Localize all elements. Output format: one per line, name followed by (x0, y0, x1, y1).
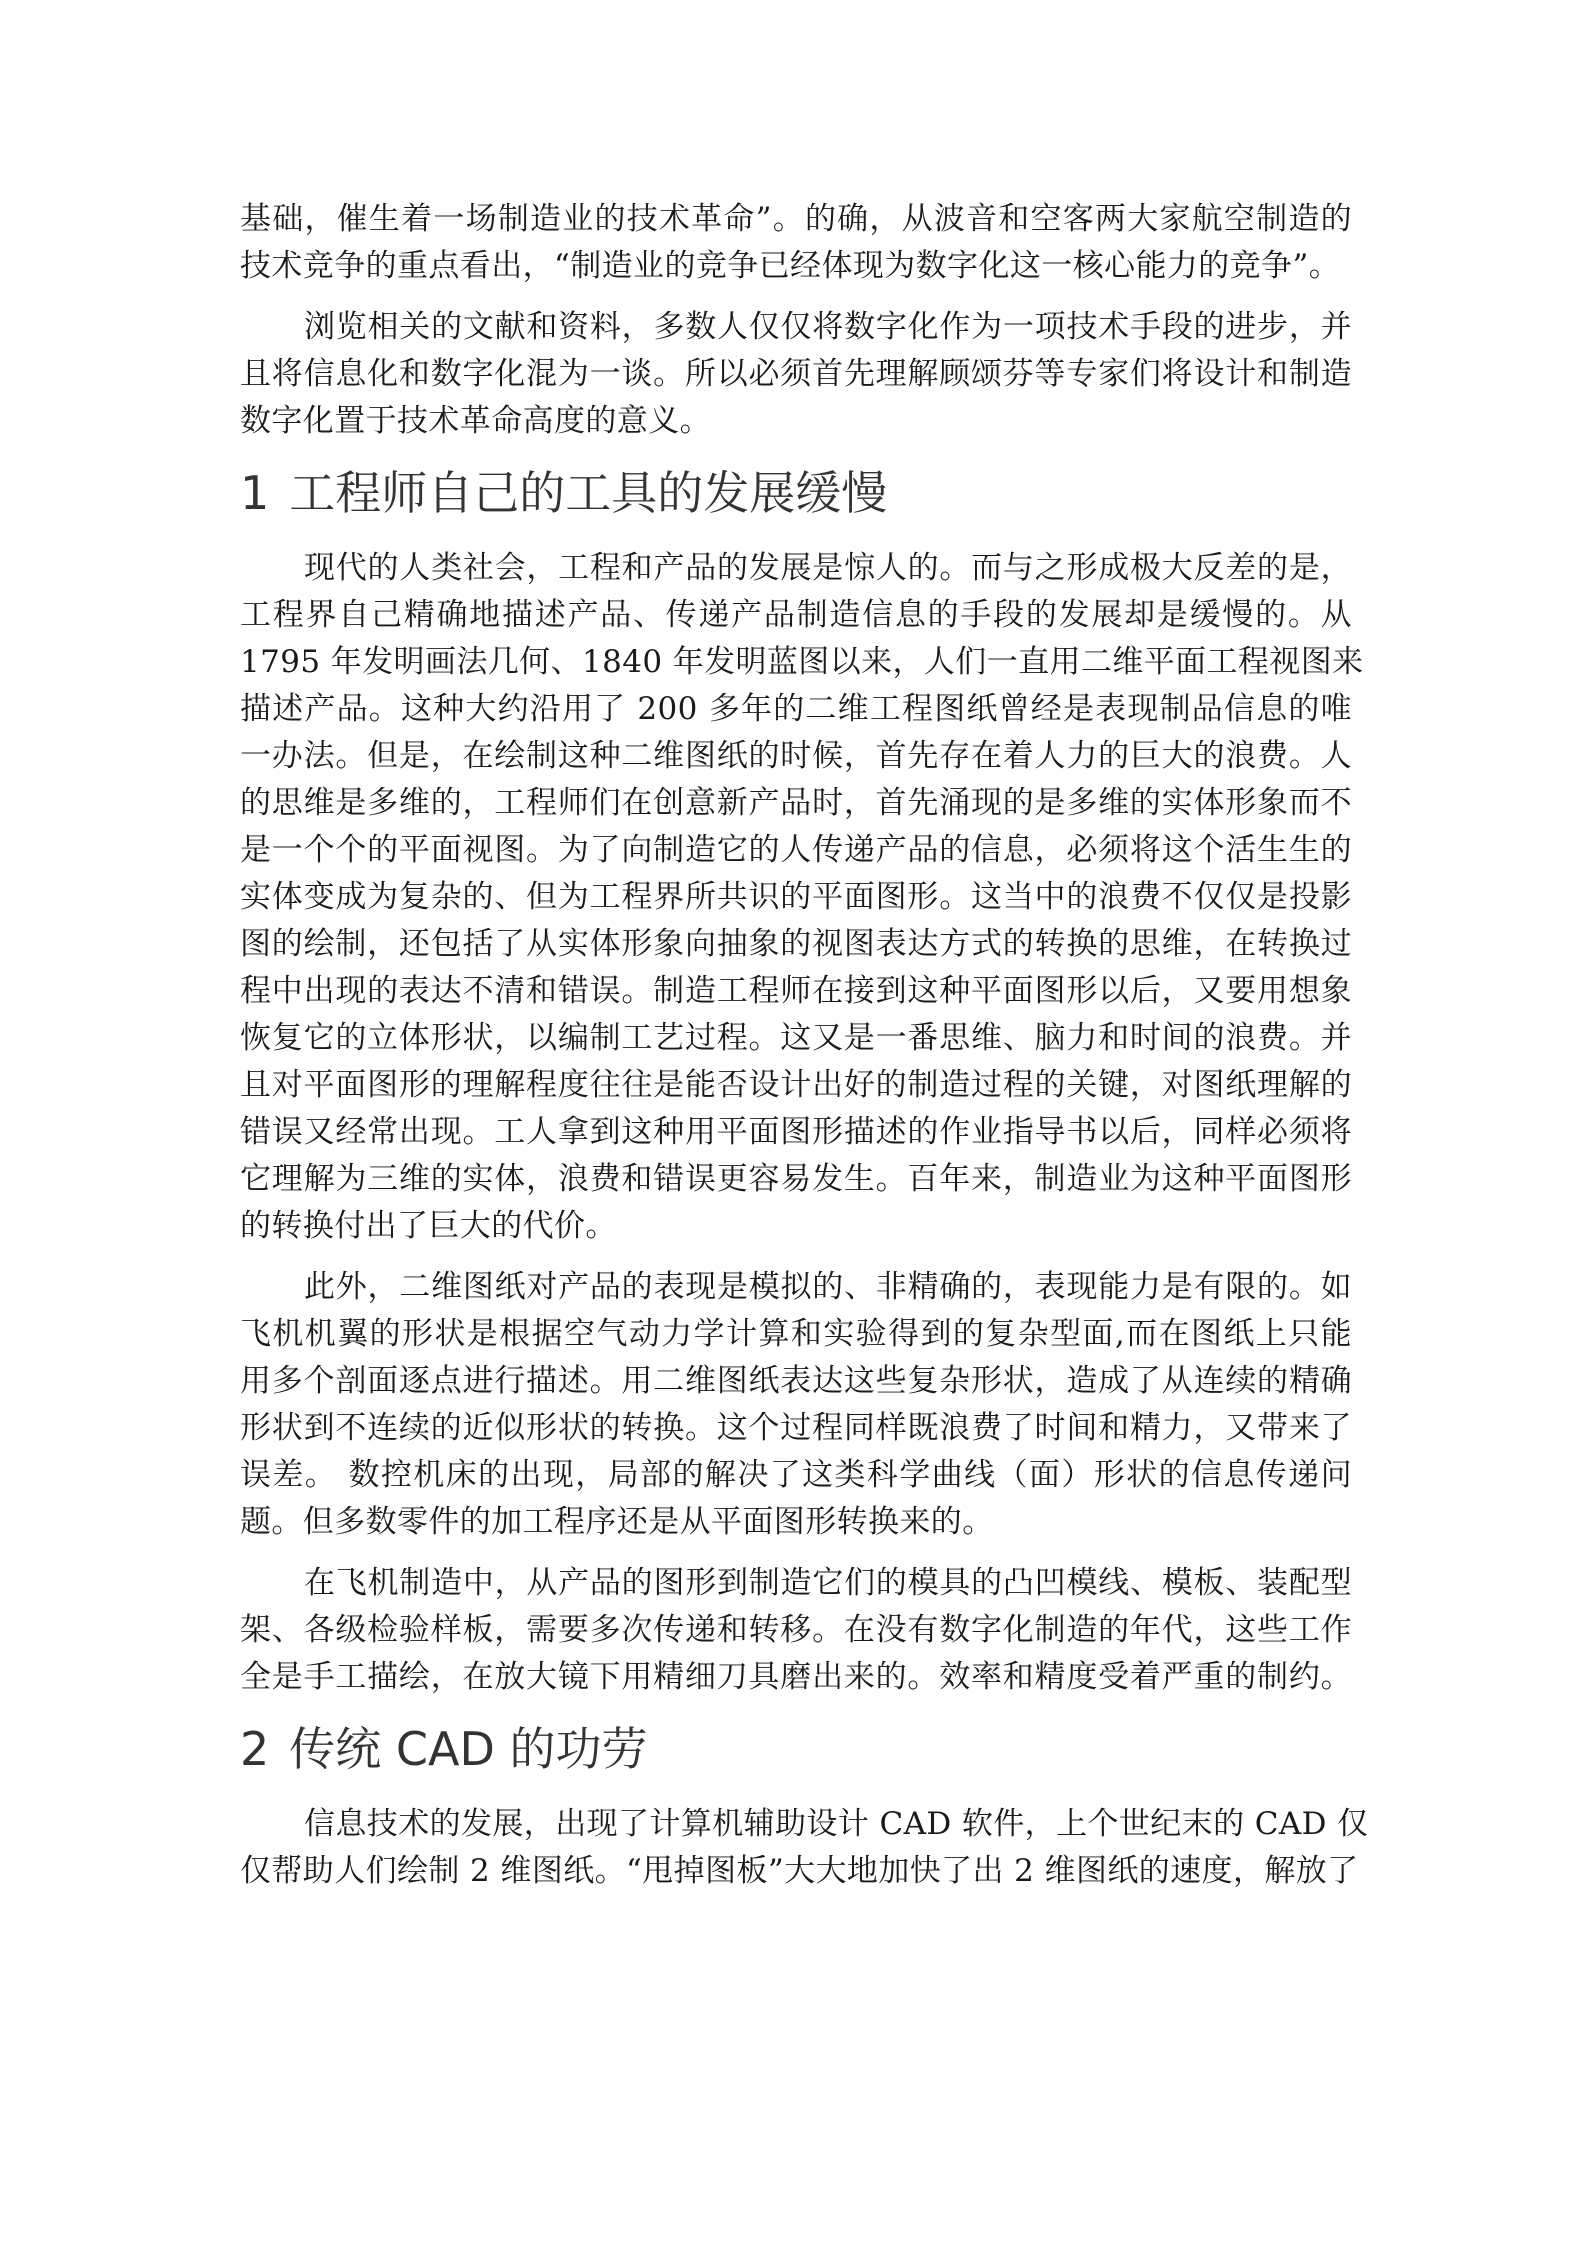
text-line: 在飞机制造中，从产品的图形到制造它们的模具的凸凹模线、模板、装配型 (304, 1565, 1352, 1601)
text-line: 形状到不连续的近似形状的转换。这个过程同样既浪费了时间和精力，又带来了 (240, 1410, 1352, 1446)
text-line: 的思维是多维的，工程师们在创意新产品时，首先涌现的是多维的实体形象而不 (240, 785, 1352, 821)
text-line: 是一个个的平面视图。为了向制造它的人传递产品的信息，必须将这个活生生的 (240, 832, 1352, 868)
text-line: 图的绘制，还包括了从实体形象向抽象的视图表达方式的转换的思维，在转换过 (240, 926, 1352, 962)
paragraph-digitalization-meaning (240, 304, 1352, 445)
text-line: 数字化置于技术革命高度的意义。 (240, 403, 711, 439)
text-line: 错误又经常出现。工人拿到这种用平面图形描述的作业指导书以后，同样必须将 (240, 1114, 1352, 1150)
text-line: 题。但多数零件的加工程序还是从平面图形转换来的。 (240, 1504, 994, 1540)
paragraph-intro-continuation (240, 196, 1352, 290)
text-line: 且将信息化和数字化混为一谈。所以必须首先理解顾颂芬等专家们将设计和制造 (240, 356, 1352, 392)
text-line: 它理解为三维的实体，浪费和错误更容易发生。百年来，制造业为这种平面图形 (240, 1161, 1352, 1197)
section-title: 工程师自己的工具的发展缓慢 (289, 466, 888, 520)
text-line: 浏览相关的文献和资料，多数人仅仅将数字化作为一项技术手段的进步，并 (304, 309, 1352, 345)
text-line: 仅帮助人们绘制 2 维图纸。“甩掉图板”大大地加快了出 2 维图纸的速度，解放了 (240, 1853, 1359, 1889)
section-number: 2 (240, 1722, 270, 1776)
section-number: 1 (240, 466, 270, 520)
text-line: 恢复它的立体形状，以编制工艺过程。这又是一番思维、脑力和时间的浪费。并 (240, 1020, 1352, 1056)
paragraph-slow-tool-development (240, 545, 1364, 1250)
paragraph-traditional-cad (240, 1801, 1369, 1895)
paragraph-2d-drawing-limits (240, 1264, 1352, 1546)
section-heading-2 (240, 1719, 1352, 1779)
text-line: 全是手工描绘，在放大镜下用精细刀具磨出来的。效率和精度受着严重的制约。 (240, 1659, 1352, 1695)
text-line: 飞机机翼的形状是根据空气动力学计算和实验得到的复杂型面,而在图纸上只能 (240, 1316, 1352, 1352)
text-line: 一办法。但是，在绘制这种二维图纸的时候，首先存在着人力的巨大的浪费。人 (240, 738, 1352, 774)
document-page (240, 196, 1369, 1909)
text-line: 程中出现的表达不清和错误。制造工程师在接到这种平面图形以后，又要用想象 (240, 973, 1352, 1009)
paragraph-aircraft-manufacturing (240, 1560, 1352, 1701)
text-line: 工程界自己精确地描述产品、传递产品制造信息的手段的发展却是缓慢的。从 (240, 597, 1352, 633)
text-line: 现代的人类社会，工程和产品的发展是惊人的。而与之形成极大反差的是， (304, 550, 1352, 586)
text-line: 且对平面图形的理解程度往往是能否设计出好的制造过程的关键，对图纸理解的 (240, 1067, 1352, 1103)
text-line: 此外，二维图纸对产品的表现是模拟的、非精确的，表现能力是有限的。如 (304, 1269, 1352, 1305)
text-line: 描述产品。这种大约沿用了 200 多年的二维工程图纸曾经是表现制品信息的唯 (240, 691, 1352, 727)
text-line: 架、各级检验样板，需要多次传递和转移。在没有数字化制造的年代，这些工作 (240, 1612, 1352, 1648)
text-line: 用多个剖面逐点进行描述。用二维图纸表达这些复杂形状，造成了从连续的精确 (240, 1363, 1352, 1399)
text-line: 误差。 数控机床的出现，局部的解决了这类科学曲线（面）形状的信息传递问 (240, 1457, 1352, 1493)
text-line: 实体变成为复杂的、但为工程界所共识的平面图形。这当中的浪费不仅仅是投影 (240, 879, 1352, 915)
text-line: 基础，催生着一场制造业的技术革命”。的确，从波音和空客两大家航空制造的 (240, 201, 1352, 237)
text-line: 信息技术的发展，出现了计算机辅助设计 CAD 软件，上个世纪末的 CAD 仅 (304, 1806, 1369, 1842)
section-title: 传统 CAD 的功劳 (289, 1722, 648, 1776)
text-line: 的转换付出了巨大的代价。 (240, 1208, 617, 1244)
section-heading-1 (240, 463, 1352, 523)
text-line: 技术竞争的重点看出，“制造业的竞争已经体现为数字化这一核心能力的竞争”。 (240, 248, 1341, 284)
text-line: 1795 年发明画法几何、1840 年发明蓝图以来，人们一直用二维平面工程视图来 (240, 644, 1364, 680)
